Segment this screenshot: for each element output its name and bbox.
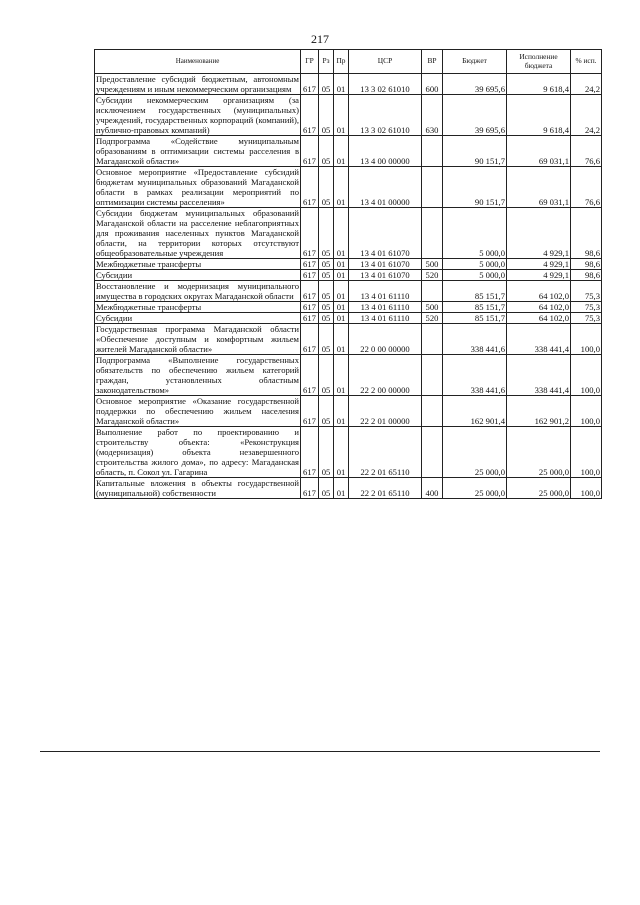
row-vr <box>422 427 443 478</box>
row-csr: 22 2 00 00000 <box>349 355 422 396</box>
row-execution: 25 000,0 <box>507 427 571 478</box>
row-budget: 338 441,6 <box>443 355 507 396</box>
row-vr: 520 <box>422 270 443 281</box>
table-row <box>95 427 602 478</box>
row-percent: 24,2 <box>571 74 602 95</box>
header-csr: ЦСР <box>349 50 422 74</box>
row-vr: 400 <box>422 478 443 499</box>
row-gr: 617 <box>301 208 319 259</box>
row-gr: 617 <box>301 167 319 208</box>
row-csr: 13 3 02 61010 <box>349 74 422 95</box>
table-row <box>95 95 602 136</box>
row-pr: 01 <box>334 396 349 427</box>
row-budget: 39 695,6 <box>443 74 507 95</box>
row-vr: 500 <box>422 259 443 270</box>
row-gr: 617 <box>301 302 319 313</box>
row-percent: 100,0 <box>571 427 602 478</box>
row-budget: 25 000,0 <box>443 427 507 478</box>
row-rz: 05 <box>319 281 334 302</box>
page-number: 217 <box>311 32 329 46</box>
row-pr: 01 <box>334 324 349 355</box>
row-execution: 338 441,4 <box>507 355 571 396</box>
table-row <box>95 270 602 281</box>
row-rz: 05 <box>319 355 334 396</box>
row-name: Подпрограмма «Выполнение государственных обязательств по обеспечению жильем категорий граждан, установленных областным законодательством» <box>96 355 299 395</box>
row-rz: 05 <box>319 74 334 95</box>
row-name: Субсидии <box>95 270 301 281</box>
row-csr: 13 4 01 61070 <box>349 270 422 281</box>
header-rz: Рз <box>319 50 334 74</box>
row-budget: 39 695,6 <box>443 95 507 136</box>
row-vr <box>422 208 443 259</box>
row-execution: 4 929,1 <box>507 208 571 259</box>
header-name: Наименование <box>95 50 301 74</box>
row-rz: 05 <box>319 478 334 499</box>
table-row <box>95 313 602 324</box>
row-vr: 600 <box>422 74 443 95</box>
row-rz: 05 <box>319 167 334 208</box>
row-name: Государственная программа Магаданской области «Обеспечение доступным и комфортным жильем жителей Магаданской области» <box>96 324 299 354</box>
row-rz: 05 <box>319 95 334 136</box>
row-name: Основное мероприятие «Оказание государственной поддержки по обеспечению жильем населения Магаданской области» <box>96 396 299 426</box>
header-budget: Бюджет <box>443 50 507 74</box>
row-budget: 338 441,6 <box>443 324 507 355</box>
table-row <box>95 324 602 355</box>
row-vr: 500 <box>422 302 443 313</box>
row-csr: 13 4 01 61070 <box>349 259 422 270</box>
row-gr: 617 <box>301 355 319 396</box>
row-execution: 4 929,1 <box>507 259 571 270</box>
row-name: Выполнение работ по проектированию и строительству объекта: «Реконструкция (модернизация) объекта незавершенного строительства жилого дома», по адресу: Магаданская область, п. Сокол ул. Гагарина <box>96 427 299 477</box>
row-gr: 617 <box>301 324 319 355</box>
row-percent: 76,6 <box>571 167 602 208</box>
row-gr: 617 <box>301 259 319 270</box>
row-pr: 01 <box>334 281 349 302</box>
row-name: Предоставление субсидий бюджетным, автономным учреждениям и иным некоммерческим организациям <box>96 74 299 94</box>
row-name: Капитальные вложения в объекты государственной (муниципальной) собственности <box>96 478 299 498</box>
row-pr: 01 <box>334 259 349 270</box>
row-percent: 24,2 <box>571 95 602 136</box>
row-percent: 75,3 <box>571 302 602 313</box>
row-gr: 617 <box>301 478 319 499</box>
row-percent: 75,3 <box>571 313 602 324</box>
row-pr: 01 <box>334 74 349 95</box>
row-execution: 338 441,4 <box>507 324 571 355</box>
row-csr: 13 4 01 61110 <box>349 302 422 313</box>
row-rz: 05 <box>319 302 334 313</box>
row-csr: 22 2 01 65110 <box>349 478 422 499</box>
row-budget: 5 000,0 <box>443 270 507 281</box>
header-gr: ГР <box>301 50 319 74</box>
header-percent: % исп. <box>571 50 602 74</box>
row-execution: 64 102,0 <box>507 302 571 313</box>
row-budget: 85 151,7 <box>443 302 507 313</box>
table-row <box>95 208 602 259</box>
row-pr: 01 <box>334 208 349 259</box>
row-percent: 98,6 <box>571 270 602 281</box>
budget-table <box>94 49 602 499</box>
footer-divider <box>40 751 600 752</box>
header-execution: Исполнение бюджета <box>507 50 571 74</box>
row-pr: 01 <box>334 167 349 208</box>
row-rz: 05 <box>319 270 334 281</box>
row-gr: 617 <box>301 74 319 95</box>
table-row <box>95 302 602 313</box>
row-budget: 162 901,4 <box>443 396 507 427</box>
row-vr <box>422 355 443 396</box>
row-csr: 13 4 01 61110 <box>349 281 422 302</box>
row-rz: 05 <box>319 324 334 355</box>
row-rz: 05 <box>319 136 334 167</box>
row-percent: 100,0 <box>571 396 602 427</box>
table-row <box>95 478 602 499</box>
row-name: Субсидии <box>95 313 301 324</box>
row-execution: 4 929,1 <box>507 270 571 281</box>
row-name: Подпрограмма «Содействие муниципальным образованиям в оптимизации системы расселения в Магаданской области» <box>96 136 299 166</box>
row-percent: 75,3 <box>571 281 602 302</box>
row-pr: 01 <box>334 313 349 324</box>
row-vr <box>422 396 443 427</box>
row-gr: 617 <box>301 136 319 167</box>
row-gr: 617 <box>301 427 319 478</box>
table-body <box>95 74 602 499</box>
row-execution: 9 618,4 <box>507 95 571 136</box>
row-budget: 5 000,0 <box>443 259 507 270</box>
row-rz: 05 <box>319 259 334 270</box>
row-pr: 01 <box>334 355 349 396</box>
row-name: Межбюджетные трансферты <box>95 259 301 270</box>
row-gr: 617 <box>301 281 319 302</box>
row-percent: 76,6 <box>571 136 602 167</box>
row-pr: 01 <box>334 427 349 478</box>
row-csr: 13 4 01 61110 <box>349 313 422 324</box>
row-gr: 617 <box>301 396 319 427</box>
row-percent: 98,6 <box>571 208 602 259</box>
row-pr: 01 <box>334 95 349 136</box>
row-percent: 98,6 <box>571 259 602 270</box>
row-name: Восстановление и модернизация муниципального имущества в городских округах Магаданской области <box>96 281 299 301</box>
row-execution: 64 102,0 <box>507 281 571 302</box>
row-percent: 100,0 <box>571 478 602 499</box>
row-name: Межбюджетные трансферты <box>95 302 301 313</box>
row-budget: 25 000,0 <box>443 478 507 499</box>
row-vr <box>422 324 443 355</box>
row-percent: 100,0 <box>571 324 602 355</box>
table-row <box>95 281 602 302</box>
table-row <box>95 396 602 427</box>
row-name: Основное мероприятие «Предоставление субсидий бюджетам муниципальных образований Магаданской области в рамках реализации мероприятий по оптимизации системы расселения» <box>96 167 299 207</box>
row-name: Субсидии некоммерческим организациям (за исключением государственных (муниципальных) учреждений, государственных корпораций (компаний), публично-правовых компаний) <box>96 95 299 135</box>
row-execution: 64 102,0 <box>507 313 571 324</box>
row-vr: 630 <box>422 95 443 136</box>
row-pr: 01 <box>334 302 349 313</box>
row-vr <box>422 281 443 302</box>
row-csr: 22 2 01 00000 <box>349 396 422 427</box>
row-csr: 13 4 00 00000 <box>349 136 422 167</box>
row-execution: 25 000,0 <box>507 478 571 499</box>
row-csr: 13 4 01 00000 <box>349 167 422 208</box>
row-pr: 01 <box>334 136 349 167</box>
row-budget: 90 151,7 <box>443 167 507 208</box>
row-gr: 617 <box>301 270 319 281</box>
row-gr: 617 <box>301 95 319 136</box>
row-csr: 22 0 00 00000 <box>349 324 422 355</box>
table-row <box>95 355 602 396</box>
row-pr: 01 <box>334 270 349 281</box>
row-pr: 01 <box>334 478 349 499</box>
row-csr: 13 4 01 61070 <box>349 208 422 259</box>
row-vr <box>422 167 443 208</box>
row-csr: 22 2 01 65110 <box>349 427 422 478</box>
row-gr: 617 <box>301 313 319 324</box>
row-budget: 90 151,7 <box>443 136 507 167</box>
table-header-row <box>95 50 602 74</box>
row-budget: 85 151,7 <box>443 313 507 324</box>
row-execution: 69 031,1 <box>507 167 571 208</box>
row-name: Субсидии бюджетам муниципальных образований Магаданской области на расселение неблагоприятных для проживания населенных пунктов Магаданской области, на территории которых отсутствуют общеобразовательные учреждения <box>96 208 299 258</box>
row-percent: 100,0 <box>571 355 602 396</box>
row-execution: 69 031,1 <box>507 136 571 167</box>
row-execution: 9 618,4 <box>507 74 571 95</box>
row-rz: 05 <box>319 313 334 324</box>
table-row <box>95 167 602 208</box>
table-row <box>95 136 602 167</box>
row-execution: 162 901,2 <box>507 396 571 427</box>
row-rz: 05 <box>319 208 334 259</box>
header-pr: Пр <box>334 50 349 74</box>
header-vr: ВР <box>422 50 443 74</box>
row-vr <box>422 136 443 167</box>
row-budget: 5 000,0 <box>443 208 507 259</box>
row-rz: 05 <box>319 427 334 478</box>
row-vr: 520 <box>422 313 443 324</box>
row-budget: 85 151,7 <box>443 281 507 302</box>
row-csr: 13 3 02 61010 <box>349 95 422 136</box>
row-rz: 05 <box>319 396 334 427</box>
table-row <box>95 74 602 95</box>
table-row <box>95 259 602 270</box>
